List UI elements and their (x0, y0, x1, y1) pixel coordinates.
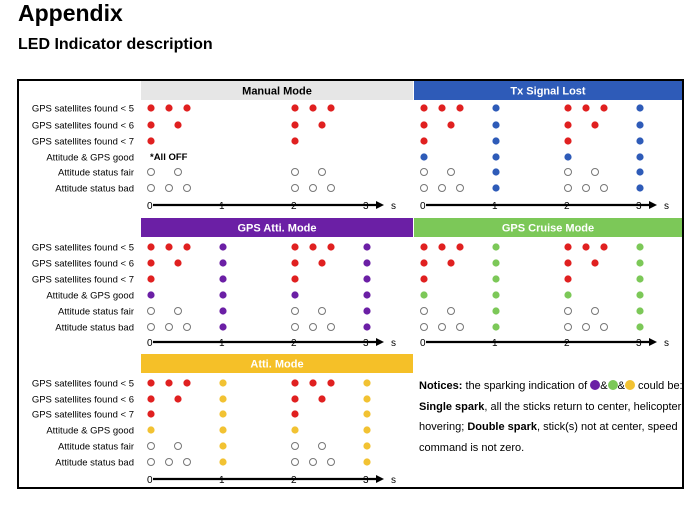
row-label: GPS satellites found < 7 (31, 409, 134, 421)
led-dot-off (601, 185, 608, 192)
timeline-tick: 1 (492, 338, 498, 349)
atti-title: Atti. Mode (250, 358, 304, 371)
led-dot (363, 291, 370, 298)
arrow-right-icon (649, 338, 657, 346)
led-dot (636, 275, 643, 282)
led-dot-off (292, 443, 299, 450)
led-dot-off (148, 459, 155, 466)
led-dot (591, 259, 598, 266)
led-dot (291, 426, 298, 433)
led-dot (420, 275, 427, 282)
led-dot (291, 395, 298, 402)
page-title: Appendix (18, 0, 123, 26)
green-dot-icon (608, 380, 618, 390)
led-dot-off (310, 185, 317, 192)
led-dot (636, 168, 643, 175)
led-dot-off (175, 169, 182, 176)
led-dot (219, 291, 226, 298)
led-dot-off (601, 324, 608, 331)
timeline-unit: s (391, 338, 396, 349)
led-dot-off (439, 324, 446, 331)
timeline-tick: 0 (420, 338, 426, 349)
led-dot-off (592, 169, 599, 176)
led-dot (291, 379, 298, 386)
led-dot (363, 307, 370, 314)
led-dot (147, 259, 154, 266)
row-label: Attitude status fair (57, 306, 134, 318)
led-dot (318, 259, 325, 266)
section-title: LED Indicator description (18, 36, 213, 53)
tx_lost-title: Tx Signal Lost (510, 85, 586, 98)
led-dot (492, 121, 499, 128)
led-dot (438, 104, 445, 111)
led-dot (291, 243, 298, 250)
timeline-tick: 2 (564, 201, 570, 212)
timeline-tick: 0 (147, 201, 153, 212)
led-dot-off (148, 308, 155, 315)
led-dot-off (166, 459, 173, 466)
led-dot (636, 259, 643, 266)
led-dot (600, 243, 607, 250)
arrow-right-icon (376, 338, 384, 346)
led-dot (219, 307, 226, 314)
ampersand-1: & (600, 380, 608, 392)
timeline-unit: s (391, 201, 396, 212)
led-dot-off (184, 459, 191, 466)
led-dot (492, 259, 499, 266)
led-dot (147, 121, 154, 128)
led-dot (492, 168, 499, 175)
led-dot-off (319, 169, 326, 176)
led-dot (147, 243, 154, 250)
led-dot (291, 137, 298, 144)
led-dot (564, 259, 571, 266)
led-dot-off (292, 324, 299, 331)
led-dot-off (328, 459, 335, 466)
timeline-tick: 0 (147, 338, 153, 349)
led-dot (147, 104, 154, 111)
timeline-tick: 2 (564, 338, 570, 349)
led-dot-off (583, 185, 590, 192)
led-dot (165, 104, 172, 111)
led-dot (219, 458, 226, 465)
timeline-tick: 3 (363, 338, 369, 349)
led-dot (363, 442, 370, 449)
led-dot (564, 153, 571, 160)
led-dot-off (328, 185, 335, 192)
led-dot (582, 243, 589, 250)
led-dot-off (565, 324, 572, 331)
led-dot (219, 395, 226, 402)
led-dot-off (421, 185, 428, 192)
led-dot (363, 458, 370, 465)
row-label: GPS satellites found < 5 (31, 103, 134, 115)
led-dot-off (184, 185, 191, 192)
led-dot (147, 291, 154, 298)
led-dot (582, 104, 589, 111)
timeline-unit: s (391, 475, 396, 486)
led-dot (420, 137, 427, 144)
led-dot-off (448, 169, 455, 176)
timeline-tick: 0 (420, 201, 426, 212)
notices-label: Notices: (419, 380, 463, 392)
led-dot-off (292, 169, 299, 176)
led-dot (564, 243, 571, 250)
led-dot (183, 379, 190, 386)
led-dot (636, 291, 643, 298)
led-dot (309, 379, 316, 386)
led-dot (291, 121, 298, 128)
double-spark-label: Double spark (467, 421, 538, 433)
led-dot (636, 121, 643, 128)
row-label: Attitude status fair (57, 167, 134, 179)
led-dot-off (175, 443, 182, 450)
led-dot (183, 104, 190, 111)
row-label: GPS satellites found < 7 (31, 136, 134, 148)
row-label: Attitude & GPS good (46, 425, 134, 437)
led-dot-off (448, 308, 455, 315)
timeline-tick: 3 (636, 201, 642, 212)
led-dot (174, 395, 181, 402)
led-dot (636, 323, 643, 330)
led-dot (219, 410, 226, 417)
led-dot (363, 395, 370, 402)
led-dot-off (148, 169, 155, 176)
led-dot (219, 442, 226, 449)
led-dot (147, 275, 154, 282)
gps_cruise-title: GPS Cruise Mode (501, 222, 595, 235)
timeline-tick: 1 (219, 201, 225, 212)
led-dot (420, 121, 427, 128)
gps_atti-title: GPS Atti. Mode (237, 222, 317, 235)
led-dot (363, 379, 370, 386)
led-dot-off (439, 185, 446, 192)
led-dot (420, 291, 427, 298)
led-dot-off (421, 324, 428, 331)
led-dot-off (328, 324, 335, 331)
single-spark-label: Single spark (419, 400, 485, 413)
timeline-tick: 3 (636, 338, 642, 349)
led-dot (291, 259, 298, 266)
arrow-right-icon (376, 475, 384, 483)
led-dot (147, 395, 154, 402)
timeline-tick: 0 (147, 475, 153, 486)
led-dot (219, 323, 226, 330)
led-dot (564, 275, 571, 282)
led-dot (318, 121, 325, 128)
led-dot-off (184, 324, 191, 331)
led-dot-off (166, 324, 173, 331)
arrow-right-icon (376, 201, 384, 209)
led-dot (447, 121, 454, 128)
led-dot (636, 137, 643, 144)
led-dot (492, 307, 499, 314)
led-dot-off (457, 324, 464, 331)
led-dot (456, 243, 463, 250)
single-spark-text: , all the sticks return to center, helicopter hovering; (419, 400, 682, 433)
led-dot (456, 104, 463, 111)
led-dot (219, 259, 226, 266)
ampersand-2: & (617, 380, 625, 392)
led-dot (363, 259, 370, 266)
timeline-tick: 3 (363, 475, 369, 486)
led-dot (363, 243, 370, 250)
row-label: GPS satellites found < 6 (31, 258, 134, 270)
led-dot (564, 121, 571, 128)
arrow-right-icon (649, 201, 657, 209)
led-dot-off (148, 185, 155, 192)
led-dot (564, 291, 571, 298)
double-spark-text: , stick(s) not at center, speed command is not zero. (419, 421, 678, 454)
led-dot-off (565, 308, 572, 315)
timeline-tick: 1 (492, 201, 498, 212)
led-dot (420, 243, 427, 250)
led-dot (363, 275, 370, 282)
row-label: Attitude status bad (55, 457, 134, 469)
led-dot-off (592, 308, 599, 315)
led-dot (147, 426, 154, 433)
led-dot (318, 395, 325, 402)
led-dot-off (421, 308, 428, 315)
led-dot (165, 379, 172, 386)
row-label: GPS satellites found < 6 (31, 120, 134, 132)
manual-title: Manual Mode (242, 85, 312, 98)
led-dot (291, 275, 298, 282)
led-dot (636, 153, 643, 160)
led-dot (600, 104, 607, 111)
row-label: Attitude & GPS good (46, 290, 134, 302)
led-dot-off (565, 169, 572, 176)
led-dot-off (457, 185, 464, 192)
led-dot (636, 184, 643, 191)
row-label: GPS satellites found < 5 (31, 242, 134, 254)
led-dot (636, 104, 643, 111)
led-dot-off (310, 324, 317, 331)
led-dot-off (310, 459, 317, 466)
timeline-unit: s (664, 201, 669, 212)
led-dot (492, 184, 499, 191)
led-dot (219, 426, 226, 433)
led-dot-off (292, 459, 299, 466)
led-dot (363, 426, 370, 433)
led-dot-off (148, 443, 155, 450)
led-dot (291, 291, 298, 298)
all-off-note: *All OFF (150, 152, 188, 163)
led-dot-off (175, 308, 182, 315)
led-dot (492, 323, 499, 330)
timeline-tick: 1 (219, 338, 225, 349)
purple-dot-icon (590, 380, 600, 390)
led-dot (309, 104, 316, 111)
row-label: GPS satellites found < 6 (31, 394, 134, 406)
led-dot (291, 410, 298, 417)
led-dot-off (583, 324, 590, 331)
yellow-dot-icon (625, 380, 635, 390)
led-dot (147, 410, 154, 417)
led-dot (492, 291, 499, 298)
notices-text-1: the sparking indication of (465, 380, 588, 392)
timeline-tick: 2 (291, 475, 297, 486)
row-label: GPS satellites found < 5 (31, 378, 134, 390)
led-dot (363, 323, 370, 330)
led-dot (636, 307, 643, 314)
led-dot-off (319, 308, 326, 315)
led-dot (564, 137, 571, 144)
led-dot (447, 259, 454, 266)
led-dot-off (166, 185, 173, 192)
led-dot (420, 104, 427, 111)
led-dot (492, 137, 499, 144)
row-label: Attitude & GPS good (46, 152, 134, 164)
led-dot (174, 259, 181, 266)
led-dot (291, 104, 298, 111)
notices-text-2: could be: (637, 380, 683, 392)
led-dot (147, 379, 154, 386)
led-dot (183, 243, 190, 250)
row-label: Attitude status bad (55, 183, 134, 195)
timeline-tick: 2 (291, 338, 297, 349)
row-label: GPS satellites found < 7 (31, 274, 134, 286)
led-dot-off (319, 443, 326, 450)
led-dot (327, 379, 334, 386)
timeline-tick: 2 (291, 201, 297, 212)
led-dot (420, 259, 427, 266)
led-dot (591, 121, 598, 128)
notices-text (419, 376, 684, 458)
led-dot (363, 410, 370, 417)
led-dot (174, 121, 181, 128)
led-dot-off (292, 308, 299, 315)
led-dot-off (292, 185, 299, 192)
led-dot-off (148, 324, 155, 331)
led-dot (309, 243, 316, 250)
row-label: Attitude status bad (55, 322, 134, 334)
led-dot (438, 243, 445, 250)
led-dot (219, 243, 226, 250)
timeline-tick: 1 (219, 475, 225, 486)
led-dot (165, 243, 172, 250)
led-dot (492, 104, 499, 111)
led-dot (219, 275, 226, 282)
led-dot (327, 104, 334, 111)
led-dot (636, 243, 643, 250)
led-dot-off (565, 185, 572, 192)
led-dot (492, 243, 499, 250)
led-dot (420, 153, 427, 160)
led-dot (327, 243, 334, 250)
timeline-tick: 3 (363, 201, 369, 212)
led-dot-off (421, 169, 428, 176)
led-dot (147, 137, 154, 144)
led-dot (564, 104, 571, 111)
row-label: Attitude status fair (57, 441, 134, 453)
led-dot (219, 379, 226, 386)
timeline-unit: s (664, 338, 669, 349)
led-dot (492, 153, 499, 160)
led-dot (492, 275, 499, 282)
